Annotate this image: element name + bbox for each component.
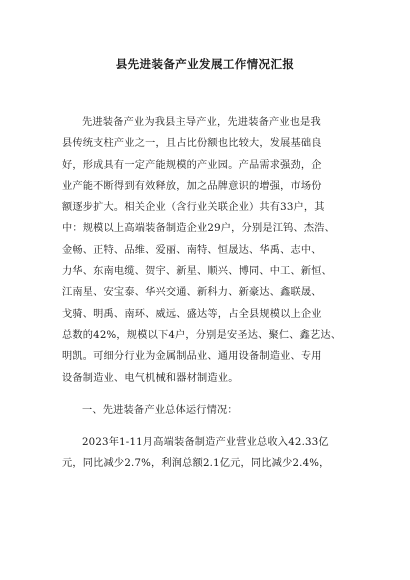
paragraph-line: 2023年1-11月高端装备制造产业营业总收入42.33亿 [82,437,329,448]
paragraph-line: 江南星、安宝泰、华兴交通、新科力、新豪达、鑫联晟、 [62,287,322,299]
paragraph-line: 金畅、正特、品维、爱丽、南特、恒晟达、华禹、志中、 [62,244,322,256]
paragraph-line: 元，同比减少2.7%，利润总额2.1亿元，同比减少2.4%， [62,458,330,470]
paragraph-line: 业产能不断得到有效释放，加之品牌意识的增强，市场份 [62,180,322,192]
paragraph-line: 戈骑、明禹、南环、威远、盛达等，占全县规模以上企业 [62,308,322,320]
section-heading: 一、先进装备产业总体运行情况： [82,405,238,416]
paragraph-line: 先进装备产业为我县主导产业，先进装备产业也是我 [82,117,321,128]
paragraph-line: 设备制造业、电气机械和器材制造业。 [62,372,239,384]
paragraph-line: 好，形成具有一定产能规模的产业园。产品需求强劲，企 [62,159,322,171]
document-title: 县先进装备产业发展工作情况汇报 [115,57,295,71]
paragraph-line: 总数的42%，规模以下4户，分别是安圣达、聚仁、鑫艺达、 [62,329,342,341]
intro-paragraph [62,112,352,389]
paragraph-line: 力华、东南电缆、贺宇、新星、顺兴、博同、中工、新恒、 [62,266,333,278]
paragraph-line: 明凯。可细分行业为金属制品业、通用设备制造业、专用 [62,351,322,363]
paragraph-line: 中：规模以上高端装备制造企业29户，分别是江钨、杰浩、 [62,223,336,235]
paragraph-line: 县传统支柱产业之一，且占比份额也比较大，发展基础良 [62,138,322,150]
section-paragraph [62,432,352,475]
paragraph-line: 额逐步扩大。相关企业（含行业关联企业）共有33户，其 [62,202,325,214]
